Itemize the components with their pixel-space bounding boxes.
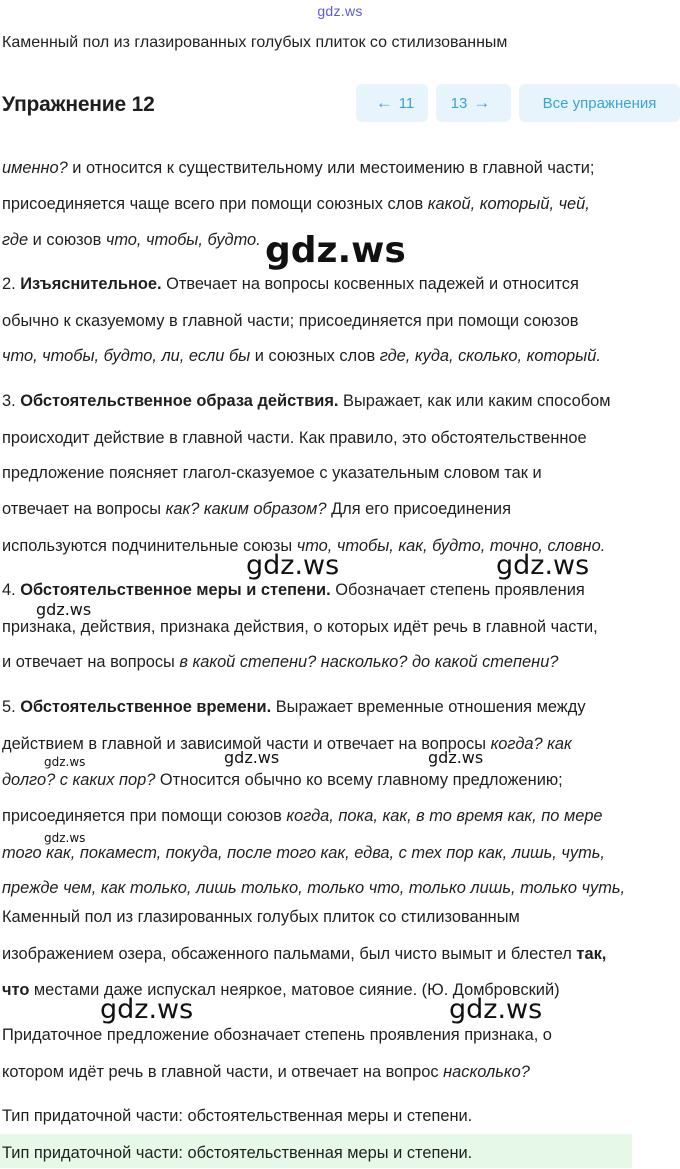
- text-segment: насколько?: [443, 1063, 530, 1081]
- text-line: [2, 617, 598, 637]
- text-segment: Тип придаточной части: обстоятельственная меры и степени.: [2, 1107, 473, 1125]
- exercise-header: [0, 84, 680, 124]
- text-segment: что, чтобы, будто.: [105, 231, 261, 249]
- text-line: [2, 463, 542, 483]
- watermark: gdz.ws: [496, 550, 590, 581]
- text-segment: когда? как: [490, 735, 572, 753]
- text-line: [2, 428, 587, 448]
- text-segment: действием в главной и зависимой части и отвечает на вопросы: [2, 735, 491, 753]
- text-line: [2, 697, 586, 717]
- text-segment: Изъяснительное.: [20, 275, 162, 293]
- text-segment: что, чтобы, будто, ли, если бы: [2, 347, 251, 365]
- text-segment: используются подчинительные союзы: [2, 537, 297, 555]
- text-segment: когда, пока, как, в то время как, по мере: [286, 807, 603, 825]
- text-segment: присоединяется чаще всего при помощи союзных слов: [2, 195, 428, 213]
- text-segment: признака, действия, признака действия, о которых идёт речь в главной части,: [2, 618, 598, 636]
- text-segment: и отвечает на вопросы: [2, 653, 180, 671]
- prev-exercise-button[interactable]: [356, 84, 428, 122]
- text-segment: в какой степени? насколько? до какой степени?: [179, 653, 559, 671]
- text-line: [2, 274, 579, 294]
- text-line: [2, 770, 563, 790]
- all-exercises-button[interactable]: [519, 84, 680, 122]
- text-line: [2, 499, 511, 519]
- text-segment: 5.: [2, 698, 21, 716]
- text-segment: присоединяется при помощи союзов: [2, 807, 287, 825]
- watermark: gdz.ws: [44, 831, 86, 845]
- all-exercises-label: Все упражнения: [542, 94, 657, 112]
- text-segment: какой, который, чей,: [427, 195, 590, 213]
- text-line: [2, 158, 594, 178]
- text-line: [2, 1106, 472, 1126]
- text-segment: и союзов: [28, 231, 106, 249]
- text-segment: Придаточное предложение обозначает степень проявления признака, о: [2, 1026, 552, 1044]
- arrow-right-icon: →: [473, 93, 491, 112]
- text-segment: как? каким образом?: [165, 500, 327, 518]
- text-segment: Отвечает на вопросы косвенных падежей и относится: [161, 275, 579, 293]
- text-line: [2, 391, 610, 411]
- text-segment: Выражает, как или каким способом: [338, 392, 611, 410]
- text-segment: где: [2, 231, 29, 249]
- text-line: [2, 311, 579, 331]
- next-exercise-button[interactable]: [436, 84, 511, 122]
- text-segment: и союзных слов: [250, 347, 380, 365]
- text-segment: Обстоятельственное меры и степени.: [20, 581, 331, 599]
- text-line: [2, 734, 572, 754]
- text-segment: долго? с каких пор?: [2, 771, 156, 789]
- intro-text: Каменный пол из глазированных голубых плиток со стилизованным: [2, 34, 508, 51]
- text-segment: так,: [576, 945, 607, 963]
- text-line: [2, 944, 606, 964]
- text-segment: и относится к существительному или местоимению в главной части;: [67, 159, 595, 177]
- text-segment: Обозначает степень проявления: [330, 581, 585, 599]
- text-segment: именно?: [2, 159, 68, 177]
- text-line: [2, 1143, 472, 1163]
- text-segment: происходит действие в главной части. Как правило, это обстоятельственное: [2, 429, 587, 447]
- prev-exercise-label: 11: [398, 94, 415, 112]
- text-segment: прежде чем, как только, лишь только, только что, только лишь, только чуть,: [2, 879, 626, 897]
- text-line: [2, 843, 605, 863]
- text-segment: где, куда, сколько, который.: [379, 347, 601, 365]
- watermark: gdz.ws: [265, 230, 406, 271]
- watermark: gdz.ws: [224, 748, 280, 767]
- text-line: [2, 1025, 552, 1045]
- text-line: [2, 580, 585, 600]
- watermark: gdz.ws: [100, 994, 194, 1025]
- text-segment: Выражает временные отношения между: [271, 698, 586, 716]
- text-segment: котором идёт речь в главной части, и отвечает на вопрос: [2, 1063, 444, 1081]
- text-segment: что, чтобы, как, будто, точно, словно.: [296, 537, 606, 555]
- text-segment: 2.: [2, 275, 21, 293]
- site-logo-top[interactable]: gdz.ws: [317, 3, 363, 19]
- text-line: [2, 346, 601, 366]
- watermark: gdz.ws: [246, 550, 340, 581]
- text-segment: Обстоятельственное времени.: [20, 698, 272, 716]
- text-line: [2, 806, 603, 826]
- watermark: gdz.ws: [428, 748, 484, 767]
- text-segment: что: [2, 981, 30, 999]
- text-line: [2, 1062, 530, 1082]
- text-line: [2, 907, 520, 927]
- text-line: [2, 230, 261, 250]
- text-line: [2, 194, 590, 214]
- next-exercise-label: 13: [450, 94, 468, 112]
- page-title: Упражнение 12: [2, 93, 155, 116]
- text-segment: отвечает на вопросы: [2, 500, 166, 518]
- text-segment: Относится обычно ко всему главному предложению;: [155, 771, 563, 789]
- text-segment: местами даже испускал неяркое, матовое сияние. (Ю. Домбровский): [29, 981, 560, 999]
- text-segment: изображением озера, обсаженного пальмами, был чисто вымыт и блестел: [2, 945, 577, 963]
- text-segment: Тип придаточной части: обстоятельственная меры и степени.: [2, 1144, 473, 1162]
- text-segment: Каменный пол из глазированных голубых плиток со стилизованным: [2, 908, 520, 926]
- text-segment: 4.: [2, 581, 21, 599]
- text-segment: обычно к сказуемому в главной части; присоединяется при помощи союзов: [2, 312, 579, 330]
- text-segment: предложение поясняет глагол-сказуемое с указательным словом так и: [2, 464, 542, 482]
- text-line: [2, 652, 558, 672]
- text-segment: того как, покамест, покуда, после того как, едва, с тех пор как, лишь, чуть,: [2, 844, 605, 862]
- watermark: gdz.ws: [449, 994, 543, 1025]
- text-segment: 3.: [2, 392, 21, 410]
- text-line: [2, 878, 625, 898]
- watermark: gdz.ws: [44, 755, 86, 769]
- text-segment: Для его присоединения: [326, 500, 511, 518]
- text-segment: Обстоятельственное образа действия.: [20, 392, 339, 410]
- watermark: gdz.ws: [36, 600, 92, 619]
- arrow-left-icon: ←: [375, 93, 393, 112]
